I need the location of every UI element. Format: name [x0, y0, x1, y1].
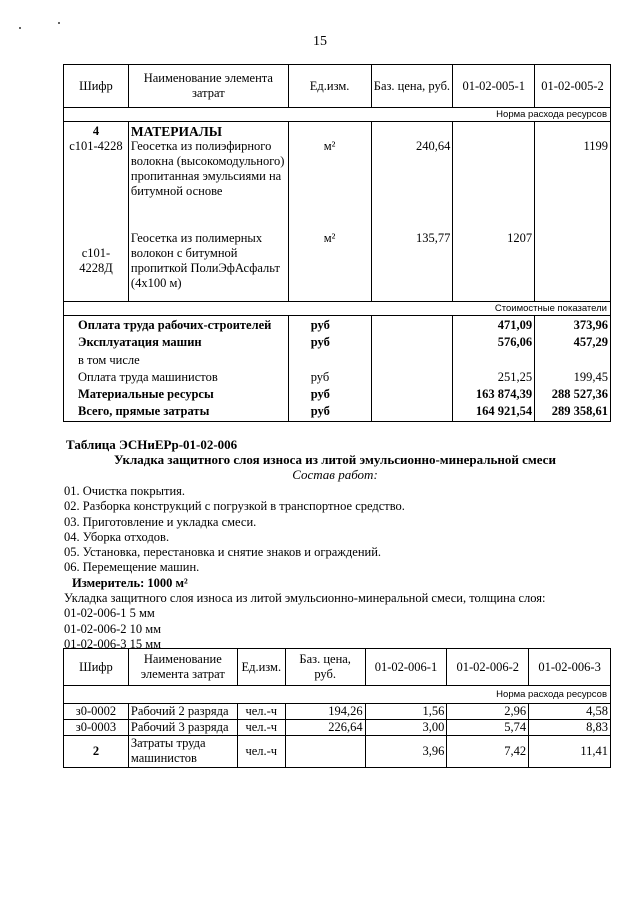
cost-unit: руб — [310, 369, 330, 384]
cost-unit: руб — [310, 335, 330, 350]
row-name: Затраты труда машинистов — [128, 736, 237, 768]
section-subtitle: Укладка защитного слоя износа из литой эмульсионно-минеральной смеси — [114, 452, 556, 467]
material-value-v2: 1199 — [583, 139, 608, 153]
row-name: Рабочий 2 разряда — [128, 704, 237, 720]
work-item: 05. Установка, перестановка и снятие знаков и ограждений. — [64, 545, 382, 560]
row-price — [285, 736, 365, 768]
resource-table-01-02-005 — [63, 64, 611, 422]
material-code: с101-4228 — [69, 139, 123, 153]
material-unit: м² — [323, 231, 336, 245]
variant-item: 01-02-006-3 15 мм — [64, 636, 162, 651]
cost-value-v1 — [455, 352, 532, 369]
row-value-v3: 4,58 — [529, 704, 611, 720]
table-row — [64, 704, 611, 720]
cost-name: Эксплуатация машин — [78, 335, 202, 350]
row-code: з0-0002 — [64, 704, 129, 720]
variant-item: 01-02-006-1 5 мм — [64, 606, 155, 621]
cost-value-v1: 576,06 — [497, 335, 533, 350]
row-price: 194,26 — [285, 704, 365, 720]
table-row — [64, 736, 611, 768]
material-price: 240,64 — [415, 139, 451, 153]
work-item: 01. Очистка покрытия. — [64, 484, 186, 498]
header-price: Баз. цена, руб. — [371, 65, 453, 108]
norm-label: Норма расхода ресурсов — [64, 686, 611, 704]
scan-speck — [58, 22, 60, 24]
header-code: Шифр — [64, 65, 129, 108]
cost-value-v1: 251,25 — [497, 369, 533, 384]
header-variant-2: 01-02-006-2 — [447, 649, 529, 686]
cost-value-v2 — [537, 352, 608, 369]
cost-value-v1: 471,09 — [497, 318, 533, 332]
work-item: 04. Уборка отходов. — [64, 529, 170, 544]
norm-label-row — [64, 686, 611, 704]
cost-label-row — [64, 302, 611, 316]
table-header-row — [64, 65, 611, 108]
row-price: 226,64 — [285, 720, 365, 736]
row-value-v1: 3,00 — [365, 720, 447, 736]
norm-label: Норма расхода ресурсов — [64, 108, 611, 122]
material-value-v1 — [455, 139, 532, 231]
material-unit: м² — [323, 139, 336, 153]
row-name: Рабочий 3 разряда — [128, 720, 237, 736]
table-row — [64, 720, 611, 736]
cost-block — [64, 316, 611, 422]
cost-value-v2: 199,45 — [573, 369, 608, 384]
cost-value-v2: 457,29 — [573, 335, 608, 350]
cost-name: в том числе — [78, 352, 140, 367]
row-value-v3: 8,83 — [529, 720, 611, 736]
scan-speck — [19, 27, 21, 29]
row-value-v3: 11,41 — [529, 736, 611, 768]
header-variant-1: 01-02-006-1 — [365, 649, 447, 686]
material-price: 135,77 — [415, 231, 451, 245]
materials-block — [64, 122, 611, 302]
cost-name: Всего, прямые затраты — [78, 404, 210, 419]
row-value-v2: 5,74 — [447, 720, 529, 736]
cost-name: Оплата труда машинистов — [78, 369, 218, 384]
page-number: 15 — [313, 34, 327, 49]
work-item: 06. Перемещение машин. — [64, 560, 200, 575]
header-name: Наименование элемента затрат — [128, 649, 237, 686]
cost-unit — [311, 352, 369, 369]
material-code: с101-4228Д — [79, 246, 113, 275]
row-value-v2: 2,96 — [447, 704, 529, 720]
variant-item: 01-02-006-2 10 мм — [64, 621, 162, 636]
works-heading: Состав работ: — [292, 467, 378, 482]
cost-value-v2: 373,96 — [573, 318, 608, 332]
group-code: 4 — [92, 124, 100, 138]
resource-table-01-02-006 — [63, 648, 611, 768]
row-unit: чел.-ч — [237, 736, 285, 768]
material-name: Геосетка из полимерных волокон с битумной пропиткой ПолиЭфАсфальт (4х100 м) — [130, 231, 280, 290]
row-value-v2: 7,42 — [447, 736, 529, 768]
cost-value-v2: 289 358,61 — [551, 404, 608, 419]
cost-name: Материальные ресурсы — [78, 387, 214, 402]
table-title: Таблица ЭСНиЕРр-01-02-006 — [66, 437, 238, 452]
cost-name: Оплата труда рабочих-строителей — [78, 318, 272, 332]
header-unit: Ед.изм. — [288, 65, 371, 108]
work-item: 02. Разборка конструкций с погрузкой в транспортное средство. — [64, 499, 405, 514]
cost-unit: руб — [310, 318, 330, 332]
header-price: Баз. цена, руб. — [285, 649, 365, 686]
cost-unit: руб — [310, 387, 330, 402]
header-variant-3: 01-02-006-3 — [529, 649, 611, 686]
header-variant-1: 01-02-005-1 — [453, 65, 535, 108]
works-list — [64, 484, 546, 652]
header-variant-2: 01-02-005-2 — [535, 65, 611, 108]
table-header-row — [64, 649, 611, 686]
meter-label: Измеритель: 1000 м² — [72, 575, 188, 590]
material-value-v1: 1207 — [507, 231, 533, 245]
cost-value-v2: 288 527,36 — [551, 387, 608, 402]
cost-value-v1: 163 874,39 — [475, 387, 533, 402]
cost-unit: руб — [310, 404, 330, 419]
row-code: 2 — [64, 736, 129, 768]
section-description: Укладка защитного слоя износа из литой эмульсионно-минеральной смеси, толщина слоя: — [64, 591, 546, 606]
header-unit: Ед.изм. — [237, 649, 285, 686]
header-code: Шифр — [64, 649, 129, 686]
norm-label-row — [64, 108, 611, 122]
cost-value-v1: 164 921,54 — [475, 404, 533, 419]
work-item: 03. Приготовление и укладка смеси. — [64, 514, 257, 529]
row-value-v1: 3,96 — [365, 736, 447, 768]
row-code: з0-0003 — [64, 720, 129, 736]
header-name: Наименование элемента затрат — [128, 65, 288, 108]
cost-label: Стоимостные показатели — [64, 302, 611, 316]
material-name: Геосетка из полиэфирного волокна (высокомодульного) пропитанная эмульсиями на битумной основе — [130, 139, 285, 198]
row-value-v1: 1,56 — [365, 704, 447, 720]
row-unit: чел.-ч — [237, 704, 285, 720]
group-name: МАТЕРИАЛЫ — [130, 124, 223, 139]
row-unit: чел.-ч — [237, 720, 285, 736]
